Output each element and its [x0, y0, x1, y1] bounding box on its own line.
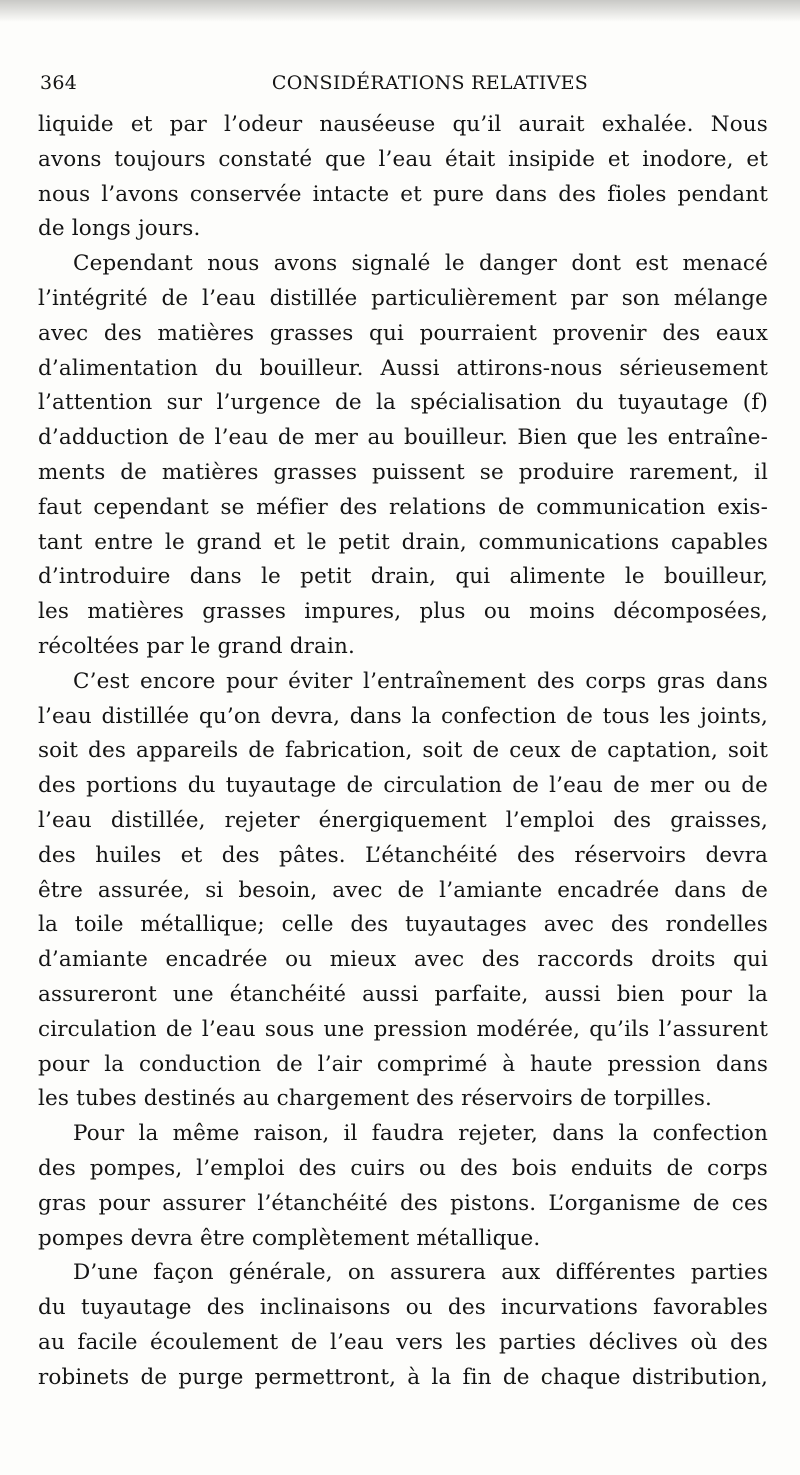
text-line: des pompes, l’emploi des cuirs ou des bois enduits de corps [38, 1155, 768, 1181]
text-line: des huiles et des pâtes. L’étanchéité des réservoirs devra [38, 842, 768, 868]
scan-edge-shadow [0, 0, 800, 22]
text-line: l’eau distillée, rejeter énergiquement l’emploi des graisses, [38, 807, 768, 833]
text-line: pour la conduction de l’air comprimé à haute pression dans [38, 1051, 768, 1077]
text-line: liquide et par l’odeur nauséeuse qu’il aurait exhalée. Nous [38, 112, 768, 137]
text-line: au facile écoulement de l’eau vers les parties déclives où des [38, 1329, 768, 1355]
text-line: C’est encore pour éviter l’entraînement des corps gras dans [73, 668, 768, 694]
page-number: 364 [40, 72, 78, 94]
text-line: circulation de l’eau sous une pression modérée, qu’ils l’assurent [38, 1016, 768, 1042]
text-line: assureront une étanchéité aussi parfaite, aussi bien pour la [38, 981, 768, 1007]
text-line: d’adduction de l’eau de mer au bouilleur. Bien que les entraîne- [38, 425, 768, 451]
text-line: D’une façon générale, on assurera aux différentes parties [73, 1260, 768, 1286]
text-line: d’amiante encadrée ou mieux avec des raccords droits qui [38, 947, 768, 973]
text-line: récoltées par le grand drain. [38, 633, 356, 659]
text-line: l’attention sur l’urgence de la spécialisation du tuyautage (f) [38, 390, 768, 416]
running-title: CONSIDÉRATIONS RELATIVES [271, 72, 589, 94]
text-line: d’introduire dans le petit drain, qui alimente le bouilleur, [38, 564, 768, 590]
text-line: de longs jours. [38, 216, 201, 242]
text-line: ments de matières grasses puissent se produire rarement, il [38, 459, 768, 485]
text-line: la toile métallique; celle des tuyautages avec des rondelles [38, 912, 768, 938]
text-line: pompes devra être complètement métallique. [38, 1225, 541, 1251]
text-line: avec des matières grasses qui pourraient provenir des eaux [38, 320, 768, 346]
text-line: les tubes destinés au chargement des réservoirs de torpilles. [38, 1086, 713, 1112]
text-line: les matières grasses impures, plus ou moins décomposées, [38, 599, 768, 625]
text-line: d’alimentation du bouilleur. Aussi attirons-nous sérieusement [38, 355, 768, 381]
running-head [40, 72, 760, 102]
text-line: nous l’avons conservée intacte et pure dans des fioles pendant [38, 181, 768, 207]
text-line: soit des appareils de fabrication, soit de ceux de captation, soit [38, 738, 768, 764]
text-line: tant entre le grand et le petit drain, communications capables [38, 529, 768, 555]
text-line: gras pour assurer l’étanchéité des pistons. L’organisme de ces [38, 1190, 768, 1216]
body-text [38, 108, 768, 1395]
text-line: des portions du tuyautage de circulation de l’eau de mer ou de [38, 773, 768, 799]
text-line: être assurée, si besoin, avec de l’amiante encadrée dans de [38, 877, 768, 903]
text-line: robinets de purge permettront, à la fin de chaque distribution, [38, 1364, 768, 1390]
text-line: l’intégrité de l’eau distillée particulièrement par son mélange [38, 285, 768, 311]
text-line: Pour la même raison, il faudra rejeter, dans la confection [73, 1121, 768, 1147]
text-line: faut cependant se méfier des relations de communication exis- [38, 494, 768, 520]
text-line: avons toujours constaté que l’eau était insipide et inodore, et [38, 146, 768, 172]
text-line: du tuyautage des inclinaisons ou des incurvations favorables [38, 1295, 768, 1321]
text-line: l’eau distillée qu’on devra, dans la confection de tous les joints, [38, 703, 768, 729]
text-line: Cependant nous avons signalé le danger dont est menacé [73, 251, 768, 277]
